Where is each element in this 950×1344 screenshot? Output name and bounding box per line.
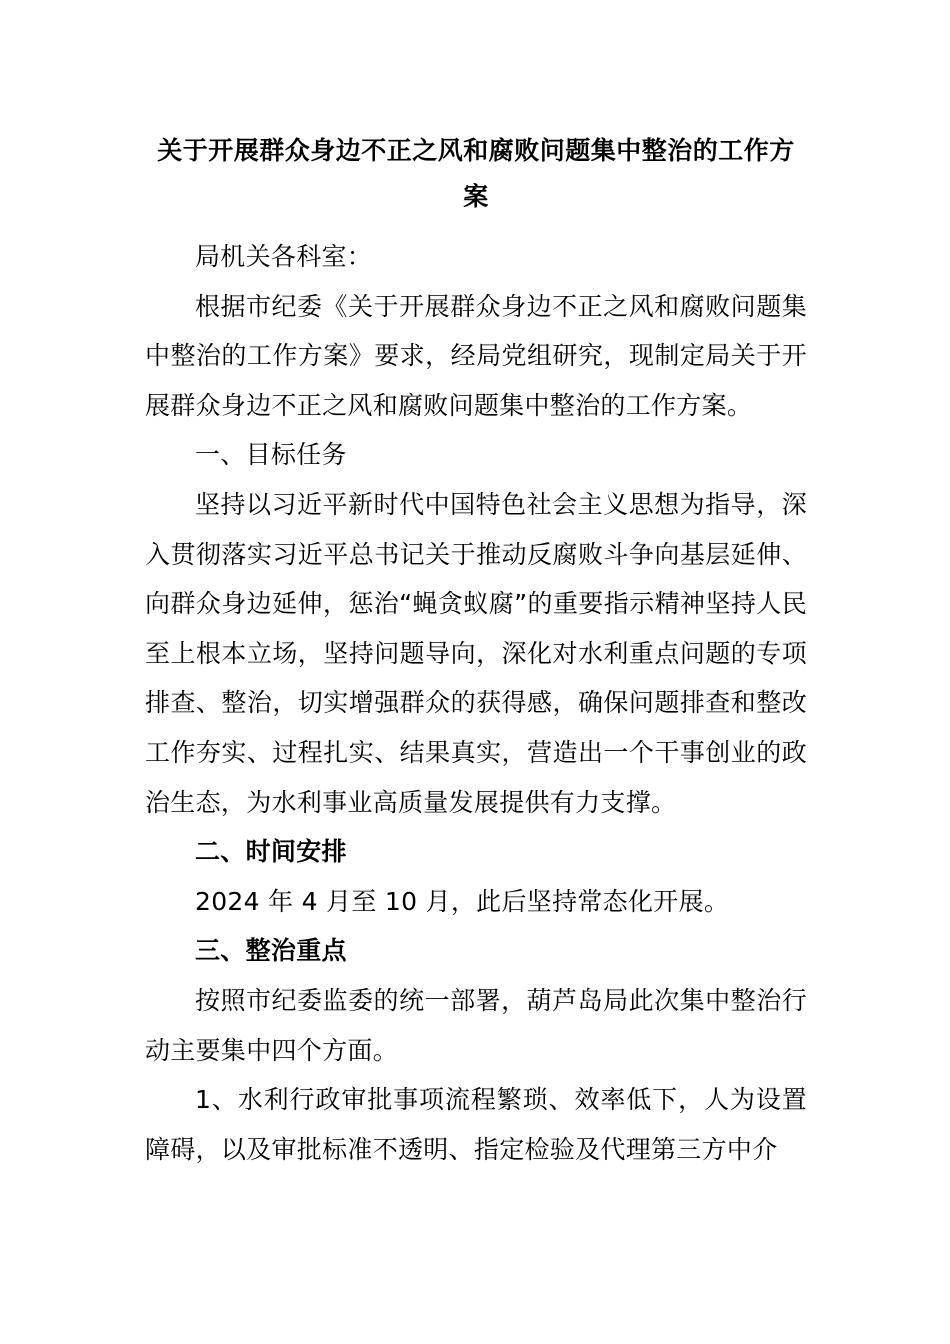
paragraph-goals: 坚持以习近平新时代中国特色社会主义思想为指导，深入贯彻落实习近平总书记关于推动反腐败斗争向基层延伸、向群众身边延伸，惩治“蝇贪蚁腐”的重要指示精神坚持人民至上根本立场，坚持问题导向，深化对水利重点问题的专项排查、整治，切实增强群众的获得感，确保问题排查和整改工作夯实、过程扎实、结果真实，营造出一个干事创业的政治生态，为水利事业高质量发展提供有力支撑。	[145, 489, 807, 817]
paragraph-schedule: 2024 年 4 月至 10 月，此后坚持常态化开展。	[195, 886, 730, 916]
salutation: 局机关各科室：	[195, 242, 373, 271]
document-page	[145, 128, 807, 1174]
section-heading-goals: 一、目标任务	[195, 440, 347, 470]
paragraph-focus-item-1: 1、水利行政审批事项流程繁琐、效率低下，人为设置障碍，以及审批标准不透明、指定检验及代理第三方中介	[145, 1085, 807, 1164]
paragraph-focus-intro: 按照市纪委监委的统一部署，葫芦岛局此次集中整治行动主要集中四个方面。	[145, 985, 807, 1065]
section-heading-schedule: 二、时间安排	[195, 837, 347, 867]
document-title: 关于开展群众身边不正之风和腐败问题集中整治的工作方案	[157, 136, 795, 211]
paragraph-basis: 根据市纪委《关于开展群众身边不正之风和腐败问题集中整治的工作方案》要求，经局党组研究，现制定局关于开展群众身边不正之风和腐败问题集中整治的工作方案。	[145, 291, 807, 420]
section-heading-focus: 三、整治重点	[195, 936, 347, 966]
